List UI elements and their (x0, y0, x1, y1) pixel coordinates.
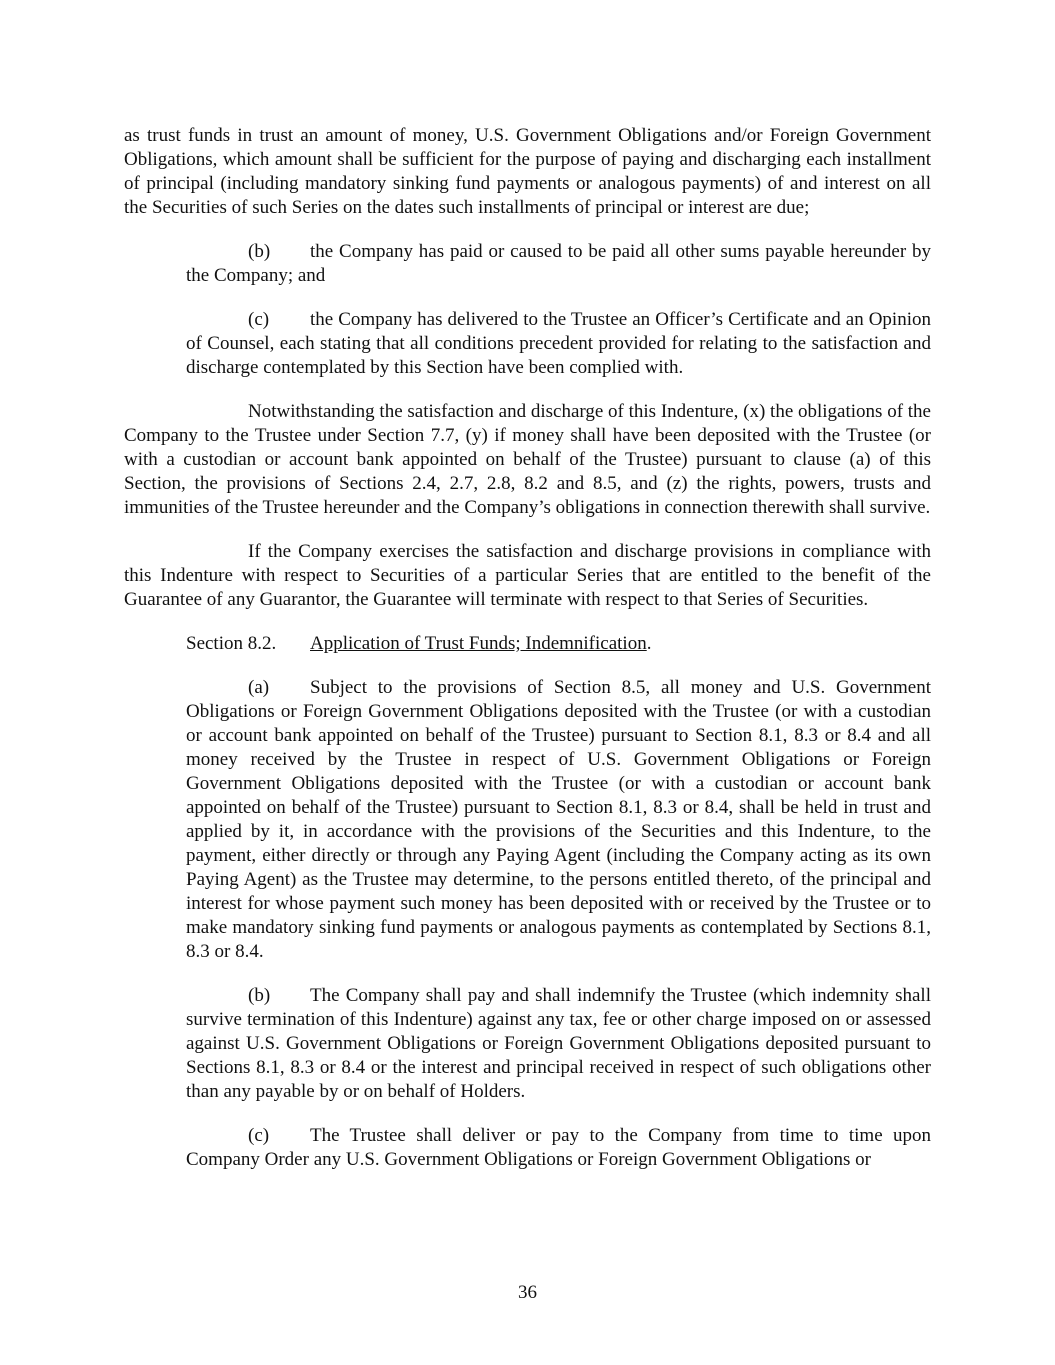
section-clause-c (186, 1124, 931, 1172)
document-page (124, 124, 931, 1172)
clause-c-label: (c) (248, 309, 270, 330)
section-clause-c-text: The Trustee shall deliver or pay to the Company from time to time upon Company Order any U.S. Government Obligations or Foreign Government Obligations or (186, 1125, 931, 1170)
section-number: Section 8.2. (186, 633, 277, 654)
page-number: 36 (518, 1282, 537, 1303)
section-clause-b (186, 984, 931, 1104)
clause-c (186, 308, 931, 380)
section-clause-c-label: (c) (248, 1125, 270, 1146)
paragraph-notwithstanding: Notwithstanding the satisfaction and discharge of this Indenture, (x) the obligations of the Company to the Trustee under Section 7.7, (y) if money shall have been deposited with the Trustee (or with a custodian or account bank appointed on behalf of the Trustee) pursuant to clause (a) of this Section, the provisions of Sections 2.4, 2.7, 2.8, 8.2 and 8.5, and (z) the rights, powers, trusts and immunities of the Trustee hereunder and the Company’s obligations in connection therewith shall survive. (124, 401, 931, 518)
section-clause-b-label: (b) (248, 985, 271, 1006)
section-clause-a (186, 676, 931, 964)
section-title: Application of Trust Funds; Indemnification (310, 633, 647, 654)
clause-b-text: the Company has paid or caused to be paid all other sums payable hereunder by the Company; and (186, 241, 931, 286)
section-clause-b-text: The Company shall pay and shall indemnify the Trustee (which indemnity shall survive termination of this Indenture) against any tax, fee or other charge imposed on or assessed against U.S. Government Obligations or Foreign Government Obligations deposited pursuant to Sections 8.1, 8.3 or 8.4 or the interest and principal received in respect of such obligations other than any payable by or on behalf of Holders. (186, 985, 931, 1102)
section-clause-a-text: Subject to the provisions of Section 8.5, all money and U.S. Government Obligations or Foreign Government Obligations deposited with the Trustee (or with a custodian or account bank appointed on behalf of the Trustee) pursuant to Section 8.1, 8.3 or 8.4 and all money received by the Trustee in respect of U.S. Government Obligations or Foreign Government Obligations deposited with the Trustee (or with a custodian or account bank appointed on behalf of the Trustee) pursuant to Section 8.1, 8.3 or 8.4, shall be held in trust and applied by it, in accordance with the provisions of the Securities and this Indenture, to the payment, either directly or through any Paying Agent (including the Company acting as its own Paying Agent) as the Trustee may determine, to the persons entitled thereto, of the principal and interest for whose payment such money has been deposited with or received by the Trustee or to make mandatory sinking fund payments or analogous payments as contemplated by Sections 8.1, 8.3 or 8.4. (186, 677, 931, 962)
clause-b-label: (b) (248, 241, 271, 262)
paragraph-trust-funds: as trust funds in trust an amount of money, U.S. Government Obligations and/or Foreign Government Obligations, which amount shall be sufficient for the purpose of paying and discharging each installment of principal (including mandatory sinking fund payments or analogous payments) of and interest on all the Securities of such Series on the dates such installments of principal or interest are due; (124, 125, 931, 218)
section-clause-a-label: (a) (248, 677, 270, 698)
clause-c-text: the Company has delivered to the Trustee an Officer’s Certificate and an Opinion of Counsel, each stating that all conditions precedent provided for relating to the satisfaction and discharge contemplated by this Section have been complied with. (186, 309, 931, 378)
clause-b (186, 240, 931, 288)
section-title-period: . (646, 633, 652, 654)
section-heading (186, 632, 931, 656)
paragraph-guarantee-termination: If the Company exercises the satisfaction and discharge provisions in compliance with this Indenture with respect to Securities of a particular Series that are entitled to the benefit of the Guarantee of any Guarantor, the Guarantee will terminate with respect to that Series of Securities. (124, 541, 931, 610)
